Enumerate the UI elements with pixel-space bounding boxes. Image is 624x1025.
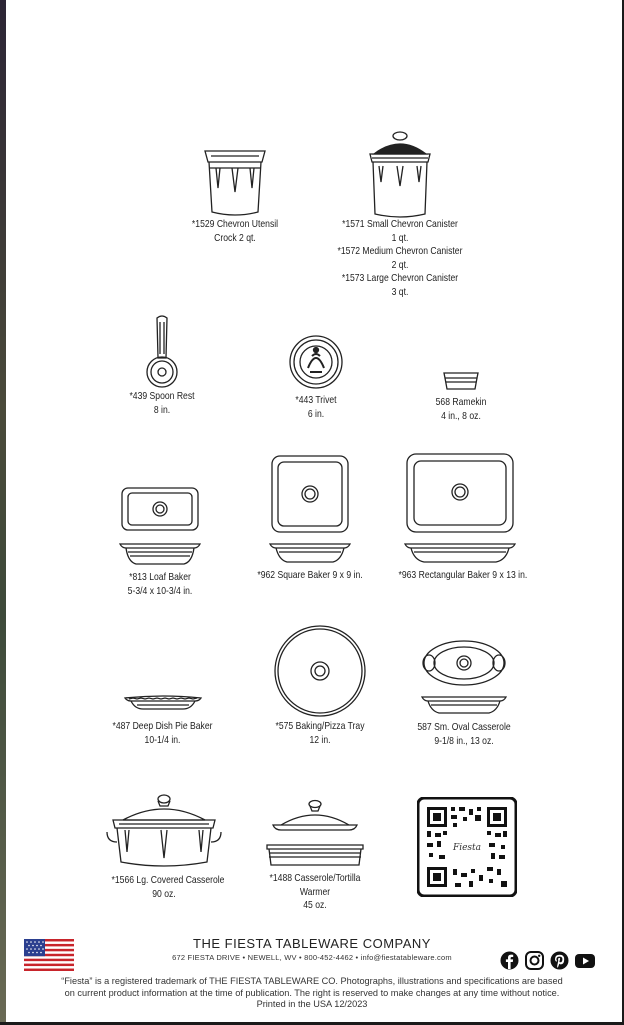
trivet-illustration bbox=[288, 334, 344, 390]
item-963 bbox=[385, 452, 535, 583]
item-1566 bbox=[100, 792, 228, 901]
item-813-line-2: 5-3/4 x 10-3/4 in. bbox=[127, 584, 193, 597]
pie-baker-illustration bbox=[123, 694, 203, 712]
item-813 bbox=[105, 486, 215, 598]
item-439 bbox=[112, 314, 212, 417]
item-962-line-1: *962 Square Baker 9 x 9 in. bbox=[257, 569, 363, 581]
item-439-line-2: 8 in. bbox=[153, 403, 171, 416]
item-439-line-1: *439 Spoon Rest bbox=[129, 390, 195, 402]
legal-notice bbox=[20, 976, 604, 1011]
item-1529-line-1: *1529 Chevron Utensil bbox=[191, 218, 279, 230]
item-568-line-1: 568 Ramekin bbox=[435, 396, 487, 408]
item-1571-line-5: *1573 Large Chevron Canister bbox=[341, 272, 459, 284]
utensil-crock-illustration bbox=[202, 148, 268, 218]
item-1529 bbox=[175, 148, 295, 245]
legal-line-1: “Fiesta” is a registered trademark of THE FIESTA TABLEWARE CO. Photographs, illustrations and specifications are based bbox=[61, 976, 563, 986]
square-baker-illustration bbox=[269, 454, 351, 566]
company-name: THE FIESTA TABLEWARE COMPANY bbox=[193, 936, 431, 951]
item-575 bbox=[255, 624, 385, 747]
item-487 bbox=[100, 694, 225, 747]
item-963-line-1: *963 Rectangular Baker 9 x 13 in. bbox=[398, 569, 528, 581]
rectangular-baker-illustration bbox=[404, 452, 516, 566]
instagram-icon[interactable] bbox=[525, 951, 544, 970]
item-1571-line-2: 1 qt. bbox=[391, 231, 409, 244]
item-1566-line-2: 90 oz. bbox=[152, 887, 176, 900]
item-575-line-2: 12 in. bbox=[309, 733, 331, 746]
legal-line-3: Printed in the USA 12/2023 bbox=[256, 999, 368, 1009]
item-1488 bbox=[255, 799, 375, 913]
loaf-baker-illustration bbox=[118, 486, 202, 568]
pizza-tray-illustration bbox=[273, 624, 367, 718]
spoon-rest-illustration bbox=[142, 314, 182, 390]
item-1566-line-1: *1566 Lg. Covered Casserole bbox=[111, 874, 225, 886]
tortilla-warmer-illustration bbox=[265, 799, 365, 869]
item-443-line-2: 6 in. bbox=[307, 407, 325, 420]
item-587-line-2: 9-1/8 in., 13 oz. bbox=[434, 734, 494, 747]
item-1571-line-3: *1572 Medium Chevron Canister bbox=[337, 245, 463, 257]
qr-code[interactable] bbox=[417, 797, 517, 897]
legal-line-2: on current product information at the time of publication. The right is reserved to make changes at any time without notice. bbox=[64, 987, 560, 998]
item-1571-line-6: 3 qt. bbox=[391, 285, 409, 298]
oval-casserole-illustration bbox=[421, 637, 507, 717]
item-487-line-2: 10-1/4 in. bbox=[144, 733, 181, 746]
ramekin-illustration bbox=[441, 370, 481, 392]
facebook-icon[interactable] bbox=[500, 951, 519, 970]
item-587-line-1: 587 Sm. Oval Casserole bbox=[417, 721, 511, 733]
qr-logo: Fiesta bbox=[452, 843, 482, 853]
item-1488-line-1: *1488 Casserole/Tortilla bbox=[269, 872, 361, 884]
item-443-line-1: *443 Trivet bbox=[295, 394, 337, 406]
item-568-line-2: 4 in., 8 oz. bbox=[441, 409, 481, 422]
canister-illustration bbox=[365, 130, 435, 218]
item-568 bbox=[411, 370, 511, 423]
item-487-line-1: *487 Deep Dish Pie Baker bbox=[112, 720, 213, 732]
youtube-icon[interactable] bbox=[574, 951, 596, 970]
item-962 bbox=[235, 454, 385, 583]
item-443 bbox=[266, 334, 366, 421]
item-1571-line-4: 2 qt. bbox=[391, 258, 409, 271]
company-address: 672 FIESTA DRIVE • NEWELL, WV • 800-452-4462 • info@fiestatableware.com bbox=[172, 953, 452, 962]
item-587 bbox=[404, 637, 524, 748]
item-575-line-1: *575 Baking/Pizza Tray bbox=[275, 720, 365, 732]
item-1488-line-2: Warmer bbox=[299, 885, 331, 898]
item-1571-line-1: *1571 Small Chevron Canister bbox=[342, 218, 458, 230]
item-1529-line-2: Crock 2 qt. bbox=[214, 231, 256, 244]
page-left-edge bbox=[0, 0, 6, 1025]
item-1488-line-3: 45 oz. bbox=[303, 899, 327, 911]
item-1571 bbox=[320, 130, 480, 299]
covered-casserole-illustration bbox=[105, 792, 223, 870]
item-813-line-1: *813 Loaf Baker bbox=[129, 571, 191, 583]
pinterest-icon[interactable] bbox=[550, 951, 569, 970]
